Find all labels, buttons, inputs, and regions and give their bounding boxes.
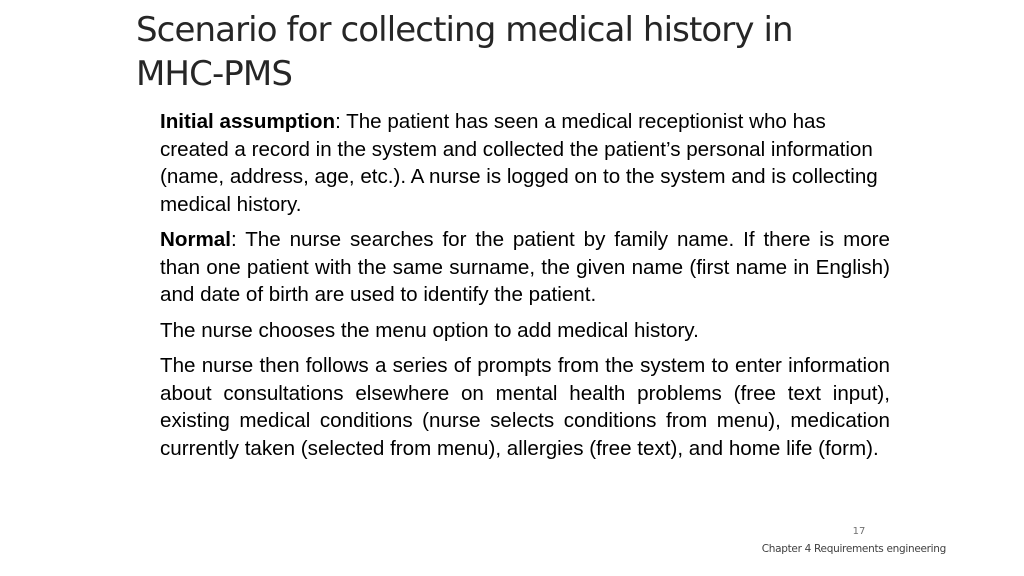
prompts-paragraph: The nurse then follows a series of prompts from the system to enter information about consultations elsewhere on mental health problems (free text input), existing medical conditions (nurse selects conditions from menu), medication currently taken (selected from menu), allergies (free text), and home life (form).	[160, 354, 890, 460]
footer-chapter: Chapter 4 Requirements engineering	[761, 543, 946, 555]
normal-label: Normal	[160, 228, 231, 251]
menu-option-paragraph: The nurse chooses the menu option to add medical history.	[160, 318, 699, 342]
normal-text: : The nurse searches for the patient by family name. If there is more than one patient with the same surname, the given name (first name in English) and date of birth are used to identify the patient.	[160, 228, 890, 306]
initial-assumption-text: : The patient has seen a medical receptionist who has created a record in the system and collected the patient’s personal information (name, address, age, etc.). A nurse is logged on to the system and is collecting medical history.	[160, 110, 878, 216]
page-number: 17	[852, 526, 866, 537]
initial-assumption-label: Initial assumption	[160, 110, 336, 133]
initial-assumption-paragraph	[160, 108, 890, 218]
title-line-2: MHC-PMS	[136, 54, 293, 94]
scenario-content	[160, 108, 890, 462]
title-line-1: Scenario for collecting medical history in	[136, 10, 793, 50]
slide-title	[136, 8, 896, 96]
normal-paragraph	[160, 226, 890, 309]
